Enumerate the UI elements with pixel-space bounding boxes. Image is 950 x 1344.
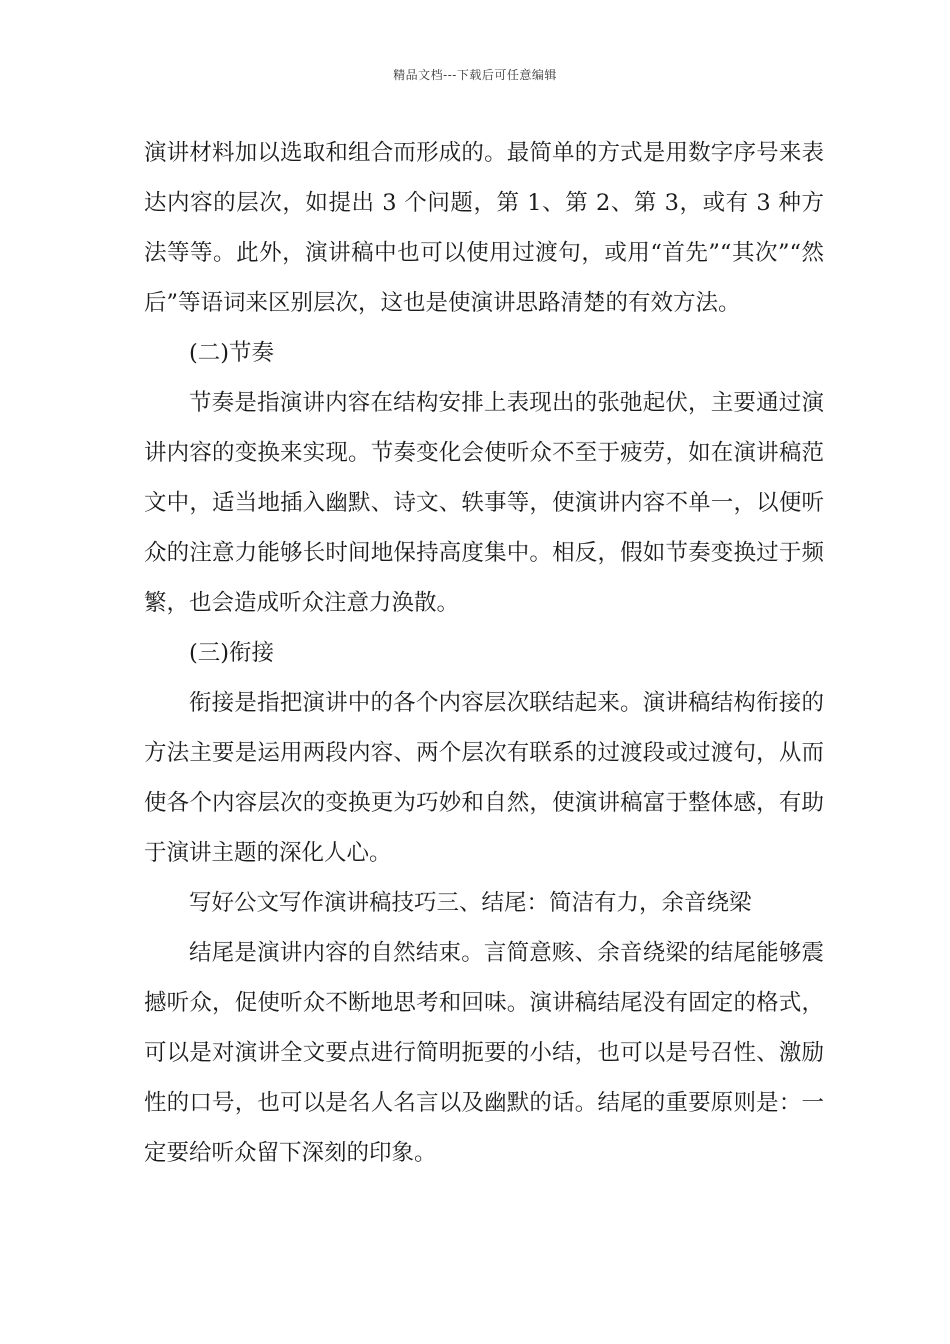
paragraph-continuation: 演讲材料加以选取和组合而形成的。最简单的方式是用数字序号来表达内容的层次，如提出 3 个问题，第 1、第 2、第 3，或有 3 种方法等等。此外，演讲稿中也可以使用过渡句，或用“首先”“其次”“然后”等语词来区别层次，这也是使演讲思路清楚的有效方法。 <box>144 140 824 316</box>
page-header: 精品文档---下载后可任意编辑 <box>393 68 557 82</box>
paragraph-rhythm: 节奏是指演讲内容在结构安排上表现出的张弛起伏，主要通过演讲内容的变换来实现。节奏变化会使听众不至于疲劳，如在演讲稿范文中，适当地插入幽默、诗文、轶事等，使演讲内容不单一，以便听众的注意力能够长时间地保持高度集中。相反，假如节奏变换过于频繁，也会造成听众注意力涣散。 <box>144 390 824 616</box>
document-body <box>144 128 824 1178</box>
paragraph-ending: 结尾是演讲内容的自然结束。言简意赅、余音绕梁的结尾能够震撼听众，促使听众不断地思考和回味。演讲稿结尾没有固定的格式，可以是对演讲全文要点进行简明扼要的小结，也可以是号召性、激励性的口号，也可以是名人名言以及幽默的话。结尾的重要原则是：一定要给听众留下深刻的印象。 <box>144 940 824 1166</box>
paragraph-transition: 衔接是指把演讲中的各个内容层次联结起来。演讲稿结构衔接的方法主要是运用两段内容、两个层次有联系的过渡段或过渡句，从而使各个内容层次的变换更为巧妙和自然，使演讲稿富于整体感，有助于演讲主题的深化人心。 <box>144 690 824 866</box>
section-heading-rhythm: (二)节奏 <box>189 340 275 366</box>
section-heading-ending: 写好公文写作演讲稿技巧三、结尾：简洁有力，余音绕梁 <box>189 890 752 916</box>
section-heading-transition: (三)衔接 <box>189 640 275 666</box>
